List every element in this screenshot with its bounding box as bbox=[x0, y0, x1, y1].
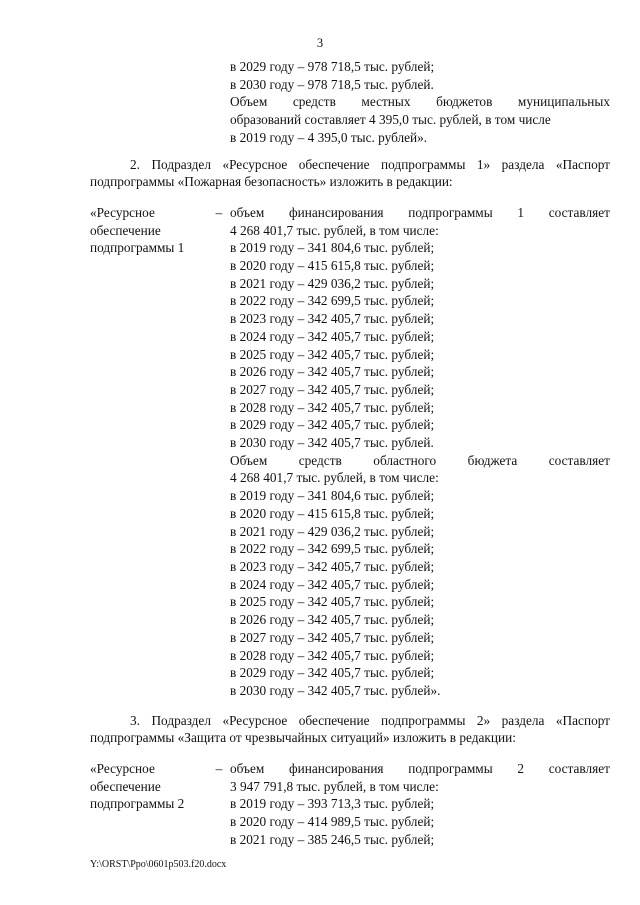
regional-budget-intro: Объем средств областного бюджета составляет bbox=[230, 452, 610, 468]
resource-content bbox=[230, 204, 610, 700]
local-budget-line: в 2019 году – 4 395,0 тыс. рублей». bbox=[230, 129, 428, 145]
year-line: в 2025 году – 342 405,7 тыс. рублей; bbox=[230, 346, 435, 362]
year-line: в 2025 году – 342 405,7 тыс. рублей; bbox=[230, 594, 435, 610]
financing-intro: объем финансирования подпрограммы 1 составляет bbox=[230, 204, 610, 220]
year-line: в 2029 году – 342 405,7 тыс. рублей; bbox=[230, 665, 435, 681]
year-line: в 2019 году – 393 713,3 тыс. рублей; bbox=[230, 796, 435, 812]
year-line: в 2024 году – 342 405,7 тыс. рублей; bbox=[230, 576, 435, 592]
year-line: в 2021 году – 429 036,2 тыс. рублей; bbox=[230, 275, 435, 291]
regional-budget-total: 4 268 401,7 тыс. рублей, в том числе: bbox=[230, 470, 439, 486]
dash-separator: – bbox=[215, 204, 223, 220]
year-line: в 2020 году – 414 989,5 тыс. рублей; bbox=[230, 814, 435, 830]
year-line: в 2026 году – 342 405,7 тыс. рублей; bbox=[230, 612, 435, 628]
resource-content bbox=[230, 760, 610, 849]
year-line: в 2029 году – 342 405,7 тыс. рублей; bbox=[230, 417, 435, 433]
year-line: в 2019 году – 341 804,6 тыс. рублей; bbox=[230, 488, 435, 504]
resource-block-2 bbox=[90, 760, 610, 849]
year-line: в 2028 году – 342 405,7 тыс. рублей; bbox=[230, 399, 435, 415]
dash-separator: – bbox=[215, 761, 223, 777]
document-body bbox=[90, 58, 610, 849]
label-line: «Ресурсное bbox=[90, 204, 155, 220]
year-line: в 2022 году – 342 699,5 тыс. рублей; bbox=[230, 541, 435, 557]
page-number: 3 bbox=[316, 36, 324, 50]
year-line: в 2019 году – 341 804,6 тыс. рублей; bbox=[230, 240, 435, 256]
continuation-block bbox=[230, 58, 610, 147]
paragraph-3: 3. Подраздел «Ресурсное обеспечение подпрограммы 2» раздела «Паспорт подпрограммы «Защита от чрезвычайных ситуаций» изложить в редакции: bbox=[90, 712, 610, 746]
resource-label bbox=[90, 760, 208, 849]
year-line: в 2023 году – 342 405,7 тыс. рублей; bbox=[230, 558, 435, 574]
year-line: в 2023 году – 342 405,7 тыс. рублей; bbox=[230, 311, 435, 327]
local-budget-line: Объем средств местных бюджетов муниципальных bbox=[230, 94, 610, 110]
year-line: в 2022 году – 342 699,5 тыс. рублей; bbox=[230, 293, 435, 309]
year-line: в 2021 году – 385 246,5 тыс. рублей; bbox=[230, 831, 435, 847]
label-line: подпрограммы 2 bbox=[90, 796, 185, 812]
year-line: в 2027 году – 342 405,7 тыс. рублей; bbox=[230, 381, 435, 397]
year-line: в 2028 году – 342 405,7 тыс. рублей; bbox=[230, 647, 435, 663]
year-line: в 2030 году – 978 718,5 тыс. рублей. bbox=[230, 76, 434, 92]
financing-total: 4 268 401,7 тыс. рублей, в том числе: bbox=[230, 222, 439, 238]
label-line: подпрограммы 1 bbox=[90, 240, 185, 256]
paragraph-2: 2. Подраздел «Ресурсное обеспечение подпрограммы 1» раздела «Паспорт подпрограммы «Пожарная безопасность» изложить в редакции: bbox=[90, 156, 610, 190]
label-line: «Ресурсное bbox=[90, 761, 155, 777]
financing-intro: объем финансирования подпрограммы 2 составляет bbox=[230, 761, 610, 777]
label-line: обеспечение bbox=[90, 778, 161, 794]
label-line: обеспечение bbox=[90, 222, 161, 238]
year-line: в 2021 году – 429 036,2 тыс. рублей; bbox=[230, 523, 435, 539]
year-line: в 2030 году – 342 405,7 тыс. рублей. bbox=[230, 435, 434, 451]
year-line: в 2027 году – 342 405,7 тыс. рублей; bbox=[230, 629, 435, 645]
year-line: в 2020 году – 415 615,8 тыс. рублей; bbox=[230, 505, 435, 521]
financing-total: 3 947 791,8 тыс. рублей, в том числе: bbox=[230, 778, 439, 794]
year-line: в 2020 году – 415 615,8 тыс. рублей; bbox=[230, 258, 435, 274]
resource-block-1 bbox=[90, 204, 610, 700]
local-budget-line: образований составляет 4 395,0 тыс. рублей, в том числе bbox=[230, 112, 551, 128]
year-line: в 2030 году – 342 405,7 тыс. рублей». bbox=[230, 682, 441, 698]
year-line: в 2024 году – 342 405,7 тыс. рублей; bbox=[230, 328, 435, 344]
year-line: в 2029 году – 978 718,5 тыс. рублей; bbox=[230, 59, 435, 74]
footer-file-path: Y:\ORST\Ppo\0601p503.f20.docx bbox=[90, 859, 227, 870]
year-line: в 2026 году – 342 405,7 тыс. рублей; bbox=[230, 364, 435, 380]
resource-label bbox=[90, 204, 208, 700]
